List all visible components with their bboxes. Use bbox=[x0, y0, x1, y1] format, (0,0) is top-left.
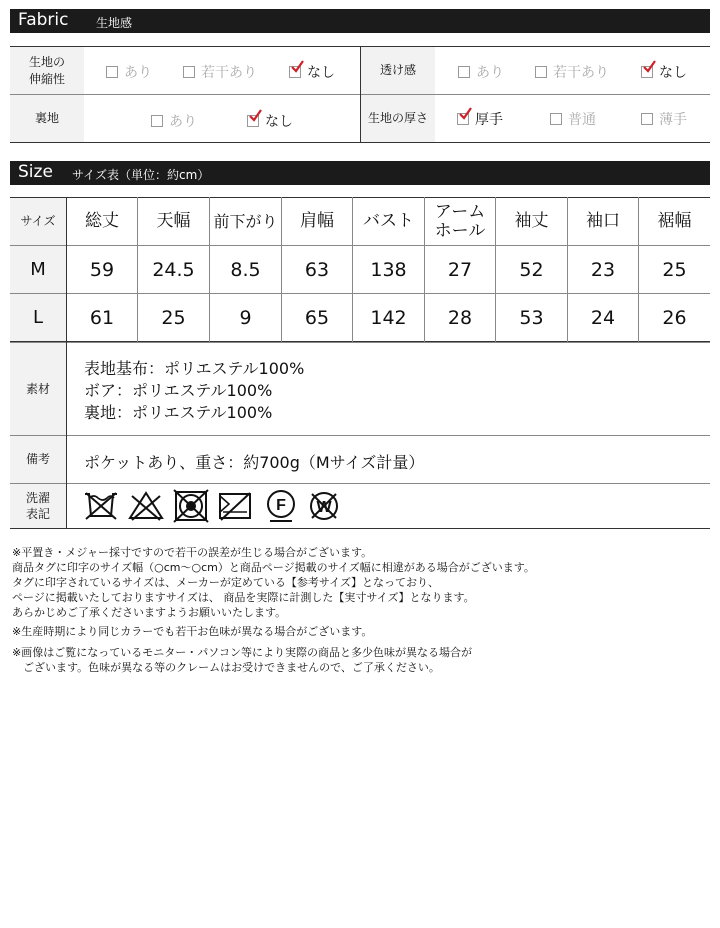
column-header: 総丈 bbox=[85, 211, 119, 232]
checkbox-icon bbox=[535, 66, 547, 78]
size-header-bar bbox=[10, 161, 710, 185]
sheer-label: 透け感 bbox=[379, 63, 416, 78]
table-cell: 61 bbox=[89, 306, 115, 329]
stretch-option-slight: 若干あり bbox=[183, 62, 257, 82]
svg-text:W: W bbox=[316, 499, 332, 516]
no-dry-flat-icon bbox=[217, 490, 253, 522]
size-title-jp: サイズ表（単位：約cm） bbox=[72, 168, 210, 182]
no-wet-clean-icon bbox=[307, 489, 341, 523]
fabric-header-bar bbox=[10, 9, 710, 33]
note-line: あらかじめご了承くださいますようお願いいたします。 bbox=[12, 606, 287, 619]
no-wash-icon bbox=[83, 490, 119, 522]
column-header: 袖口 bbox=[586, 211, 620, 232]
column-header: 肩幅 bbox=[300, 211, 334, 232]
lining-label: 裏地 bbox=[34, 111, 59, 126]
table-cell: 28 bbox=[447, 306, 473, 329]
sheer-option-no: なし bbox=[641, 62, 687, 82]
svg-text:F: F bbox=[276, 497, 286, 514]
care-label: 洗濯 表記 bbox=[25, 490, 50, 521]
table-cell: 24 bbox=[590, 306, 616, 329]
table-cell: 142 bbox=[370, 306, 407, 329]
checked-checkbox-icon bbox=[247, 115, 259, 127]
lining-option-yes: あり bbox=[151, 111, 197, 131]
column-header: 天幅 bbox=[156, 211, 191, 232]
dry-clean-f-icon bbox=[264, 489, 298, 523]
size-corner-label: サイズ bbox=[20, 214, 56, 229]
thickness-label: 生地の厚さ bbox=[367, 111, 428, 126]
table-cell: 23 bbox=[590, 258, 616, 281]
table-cell: 26 bbox=[662, 306, 687, 329]
thickness-option-normal: 普通 bbox=[550, 109, 596, 129]
material-line: ボア：ポリエステル100% bbox=[84, 381, 273, 400]
table-cell: 9 bbox=[239, 306, 252, 329]
no-bleach-icon bbox=[128, 490, 164, 522]
note-line: ※平置き・メジャー採寸ですので若干の誤差が生じる場合がございます。 bbox=[12, 546, 373, 559]
table-cell: 24.5 bbox=[152, 258, 195, 281]
note-line: ページに掲載いたしておりますサイズは、 商品を実際に計測した【実寸サイズ】となります。 bbox=[12, 591, 475, 604]
checkbox-icon bbox=[550, 113, 562, 125]
checkbox-icon bbox=[458, 66, 470, 78]
size-row-label: M bbox=[30, 259, 46, 280]
fabric-title-jp: 生地感 bbox=[96, 16, 133, 30]
thickness-option-thick: 厚手 bbox=[457, 109, 503, 129]
stretch-option-no: なし bbox=[289, 62, 335, 82]
sheer-option-slight: 若干あり bbox=[535, 62, 609, 82]
checkbox-icon bbox=[183, 66, 195, 78]
column-header: 裾幅 bbox=[657, 211, 692, 232]
column-header: 袖丈 bbox=[514, 211, 549, 232]
table-cell: 25 bbox=[161, 306, 186, 329]
column-header: 前下がり bbox=[213, 211, 278, 231]
remarks-label: 備考 bbox=[25, 452, 50, 467]
stretch-label: 生地の 伸縮性 bbox=[28, 55, 65, 86]
size-row-label: L bbox=[32, 307, 44, 328]
lining-option-no: なし bbox=[247, 111, 293, 131]
size-title-en: Size bbox=[18, 162, 53, 182]
table-cell: 52 bbox=[519, 258, 544, 281]
checkbox-icon bbox=[151, 115, 163, 127]
checkbox-icon bbox=[106, 66, 118, 78]
remarks-text: ポケットあり、重さ：約700g（Mサイズ計量） bbox=[84, 453, 425, 472]
note-line: タグに印字されているサイズは、メーカーが定めている【参考サイズ】となっており、 bbox=[12, 576, 440, 589]
checked-checkbox-icon bbox=[289, 66, 301, 78]
table-cell: 53 bbox=[519, 306, 544, 329]
note-line: ※生産時期により同じカラーでも若干お色味が異なる場合がございます。 bbox=[12, 625, 373, 638]
thickness-option-thin: 薄手 bbox=[641, 109, 687, 129]
table-cell: 59 bbox=[89, 258, 115, 281]
sheer-option-yes: あり bbox=[458, 62, 504, 82]
table-cell: 65 bbox=[304, 306, 330, 329]
note-line: ※画像はご覧になっているモニター・パソコン等により実際の商品と多少色味が異なる場合が bbox=[12, 646, 472, 659]
table-cell: 8.5 bbox=[230, 258, 261, 281]
material-line: 表地基布：ポリエステル100% bbox=[84, 359, 305, 378]
material-line: 裏地：ポリエステル100% bbox=[84, 403, 273, 422]
checkbox-icon bbox=[641, 113, 653, 125]
checked-checkbox-icon bbox=[641, 66, 653, 78]
note-line: 商品タグに印字のサイズ幅（○cm〜○cm）と商品ページ掲載のサイズ幅に相違がある場合がございます。 bbox=[12, 561, 535, 574]
column-header: アーム ホール bbox=[434, 201, 486, 241]
column-header: バスト bbox=[363, 211, 414, 232]
note-line: ございます。色味が異なる等のクレームはお受けできませんので、ご了承ください。 bbox=[12, 661, 440, 674]
table-cell: 25 bbox=[662, 258, 687, 281]
stretch-option-yes: あり bbox=[106, 62, 152, 82]
table-cell: 63 bbox=[304, 258, 330, 281]
checked-checkbox-icon bbox=[457, 113, 469, 125]
table-cell: 138 bbox=[370, 258, 407, 281]
fabric-title-en: Fabric bbox=[18, 10, 69, 30]
table-cell: 27 bbox=[447, 258, 473, 281]
material-label: 素材 bbox=[25, 381, 50, 396]
no-tumble-dry-icon bbox=[173, 489, 209, 523]
